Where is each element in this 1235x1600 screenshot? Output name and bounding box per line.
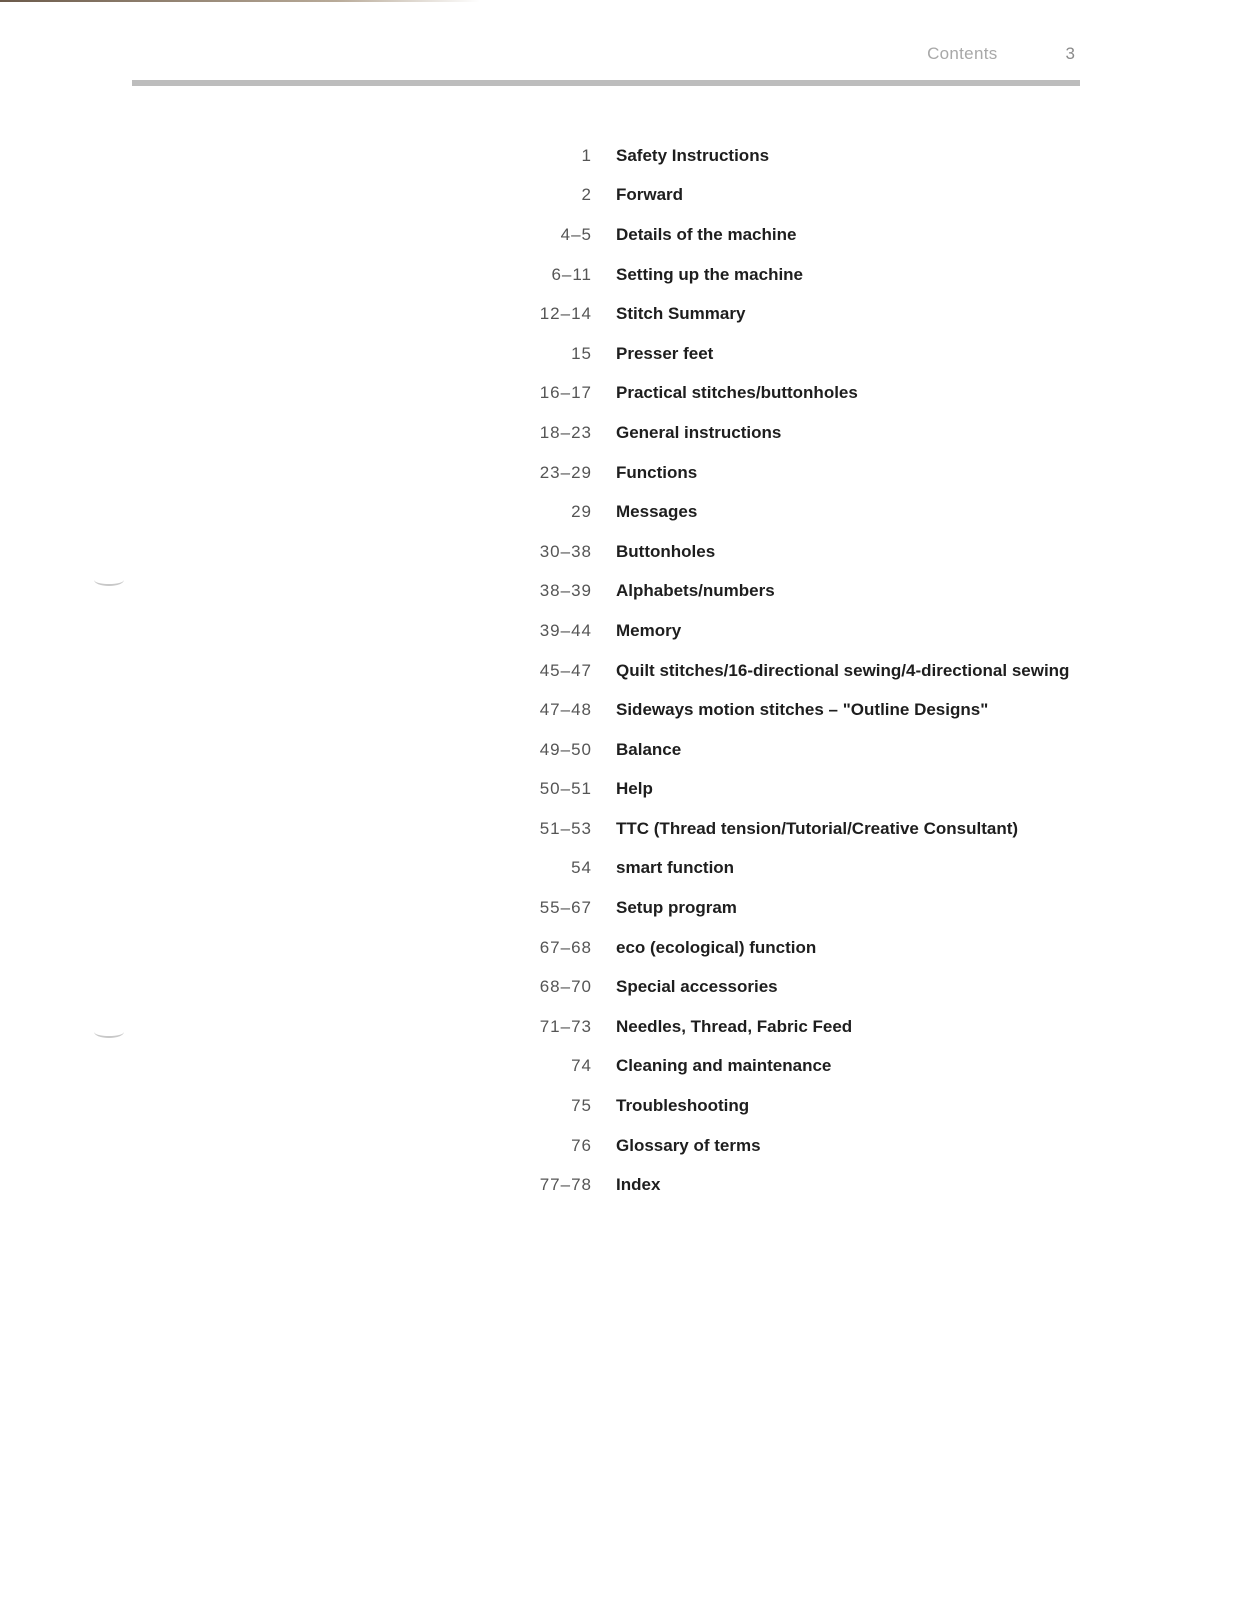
toc-entry[interactable] — [500, 1086, 1200, 1126]
toc-entry[interactable] — [500, 413, 1200, 453]
toc-entry-title: Buttonholes — [616, 541, 716, 561]
page-number: 3 — [1065, 44, 1075, 63]
binder-hole-mark-top — [94, 574, 124, 586]
toc-entry-title: Messages — [616, 502, 698, 522]
toc-entry[interactable] — [500, 730, 1200, 770]
toc-page-range: 4–5 — [560, 224, 592, 244]
toc-entry-title: Needles, Thread, Fabric Feed — [616, 1016, 853, 1036]
toc-entry[interactable] — [500, 453, 1200, 493]
toc-page-range: 51–53 — [539, 818, 592, 838]
toc-entry[interactable] — [500, 849, 1200, 889]
toc-entry[interactable] — [500, 967, 1200, 1007]
toc-page-range: 55–67 — [539, 898, 592, 918]
toc-entry-title: Forward — [616, 185, 684, 205]
toc-entry-title: Setup program — [616, 898, 737, 918]
toc-entry-title: Special accessories — [616, 977, 778, 997]
toc-entry-title: TTC (Thread tension/Tutorial/Creative Consultant) — [616, 818, 1019, 838]
toc-entry[interactable] — [500, 255, 1200, 295]
toc-entry[interactable] — [500, 1007, 1200, 1047]
toc-entry-title: Presser feet — [616, 343, 714, 363]
toc-entry[interactable] — [500, 1047, 1200, 1087]
toc-page-range: 29 — [571, 502, 592, 522]
toc-entry-title: Index — [616, 1175, 661, 1195]
toc-entry[interactable] — [500, 374, 1200, 414]
toc-entry[interactable] — [500, 651, 1200, 691]
section-title: Contents — [927, 44, 998, 63]
toc-page-range: 74 — [571, 1056, 592, 1076]
toc-entry-title: Sideways motion stitches – "Outline Designs" — [616, 700, 989, 720]
toc-entry-title: Cleaning and maintenance — [616, 1056, 832, 1076]
toc-entry[interactable] — [500, 611, 1200, 651]
toc-entry-title: Safety Instructions — [616, 145, 770, 165]
scan-edge — [0, 0, 480, 2]
toc-entry-title: Details of the machine — [616, 224, 797, 244]
toc-entry-title: smart function — [616, 858, 735, 878]
toc-entry[interactable] — [500, 1165, 1200, 1205]
toc-entry[interactable] — [500, 136, 1200, 176]
toc-page-range: 16–17 — [539, 383, 592, 403]
toc-entry[interactable] — [500, 888, 1200, 928]
header-rule — [132, 80, 1080, 86]
toc-page-range: 23–29 — [539, 462, 592, 482]
toc-entry-title: Glossary of terms — [616, 1135, 761, 1155]
toc-page-range: 77–78 — [539, 1175, 592, 1195]
toc-entry[interactable] — [500, 294, 1200, 334]
toc-entry-title: General instructions — [616, 422, 782, 442]
toc-page-range: 71–73 — [539, 1016, 592, 1036]
toc-entry[interactable] — [500, 334, 1200, 374]
toc-page-range: 6–11 — [551, 264, 592, 284]
toc-entry[interactable] — [500, 492, 1200, 532]
toc-entry[interactable] — [500, 215, 1200, 255]
toc-entry[interactable] — [500, 572, 1200, 612]
toc-entry-title: Practical stitches/buttonholes — [616, 383, 858, 403]
toc-page-range: 68–70 — [539, 977, 592, 997]
toc-entry[interactable] — [500, 809, 1200, 849]
toc-entry-title: Quilt stitches/16-directional sewing/4-directional sewing — [616, 660, 1070, 680]
toc-entry[interactable] — [500, 176, 1200, 216]
toc-entry[interactable] — [500, 1126, 1200, 1166]
toc-entry[interactable] — [500, 690, 1200, 730]
toc-entry-title: Help — [616, 779, 653, 799]
toc-entry-title: Setting up the machine — [616, 264, 804, 284]
toc-entry-title: Balance — [616, 739, 682, 759]
toc-entry-title: Alphabets/numbers — [616, 581, 775, 601]
table-of-contents — [500, 136, 1200, 1205]
toc-page-range: 54 — [571, 858, 592, 878]
toc-page-range: 12–14 — [539, 304, 592, 324]
toc-page-range: 47–48 — [539, 700, 592, 720]
toc-entry[interactable] — [500, 928, 1200, 968]
toc-page-range: 76 — [571, 1135, 592, 1155]
toc-entry[interactable] — [500, 770, 1200, 810]
toc-entry-title: eco (ecological) function — [616, 937, 817, 957]
toc-entry-title: Stitch Summary — [616, 304, 746, 324]
page-header — [927, 42, 1075, 66]
toc-page-range: 45–47 — [539, 660, 592, 680]
toc-page-range: 15 — [571, 343, 592, 363]
toc-page-range: 49–50 — [539, 739, 592, 759]
toc-page-range: 39–44 — [539, 620, 592, 640]
toc-page-range: 38–39 — [539, 581, 592, 601]
toc-page-range: 30–38 — [539, 541, 592, 561]
toc-entry-title: Functions — [616, 462, 698, 482]
toc-page-range: 18–23 — [539, 422, 592, 442]
binder-hole-mark-bottom — [94, 1026, 124, 1038]
toc-page-range: 75 — [571, 1096, 592, 1116]
toc-entry-title: Troubleshooting — [616, 1096, 750, 1116]
toc-page-range: 67–68 — [539, 937, 592, 957]
toc-entry[interactable] — [500, 532, 1200, 572]
toc-page-range: 2 — [581, 185, 592, 205]
toc-page-range: 1 — [581, 145, 592, 165]
toc-page-range: 50–51 — [539, 779, 592, 799]
toc-entry-title: Memory — [616, 620, 682, 640]
